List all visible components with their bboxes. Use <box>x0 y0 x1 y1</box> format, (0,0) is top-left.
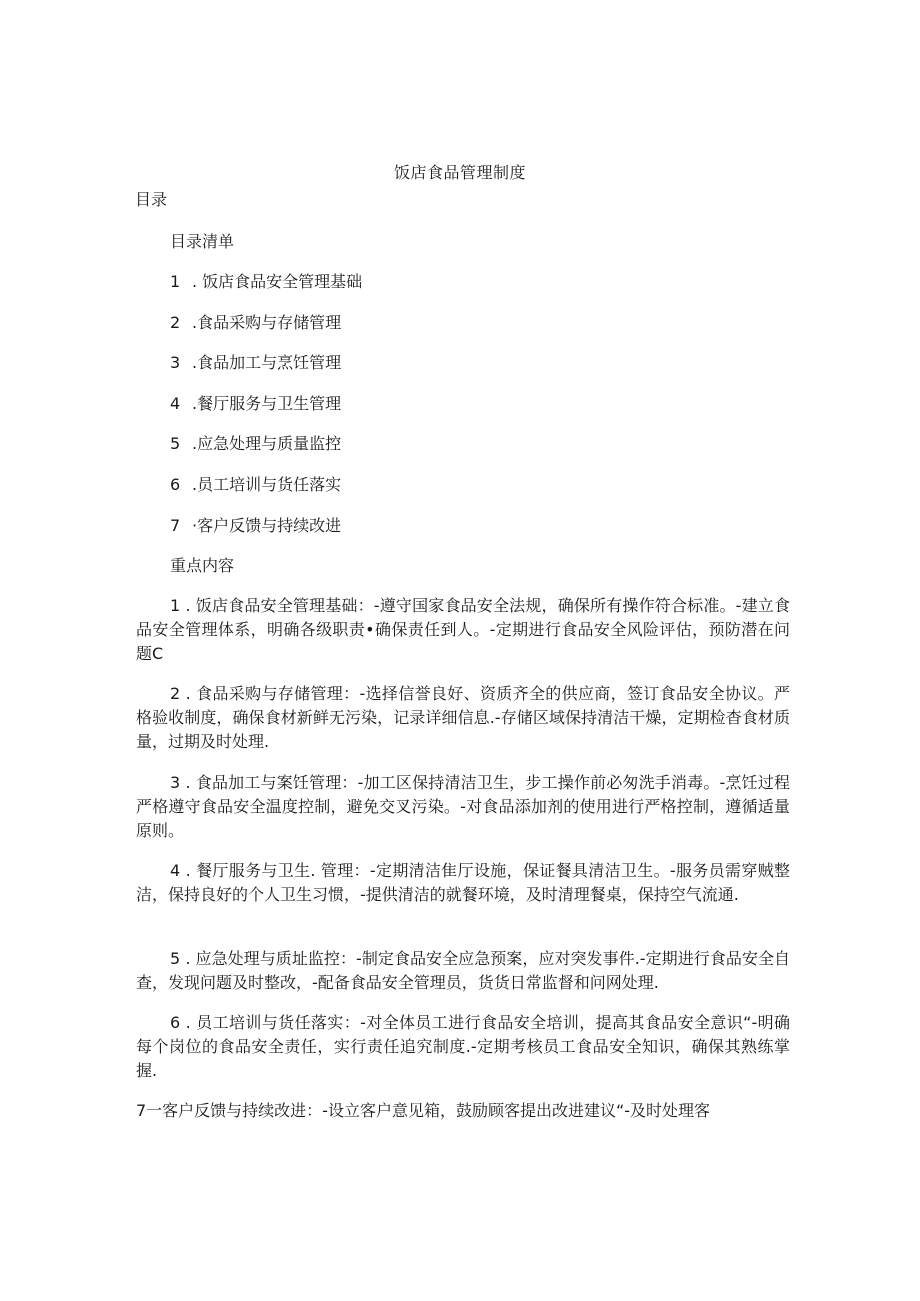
toc-item-text: .员工培训与货任落实 <box>192 475 342 494</box>
toc-heading: 目录 <box>135 190 168 209</box>
toc-item-text: .食品加工与烹饪管理 <box>192 353 342 372</box>
toc-item-text: .应急处理与质量监控 <box>192 434 342 453</box>
toc-item-text: . 饭店食品安全管理基础 <box>192 272 363 291</box>
body-paragraph: 4 . 餐厅服务与卫生. 管理：-定期清洁隹厅设施，保证餐具清洁卫生。-服务员需穿贼整洁，保持良好的个人卫生习惯，-提供清洁的就餐环境，及时清理餐桌，保持空气流通. <box>136 861 790 904</box>
toc-item <box>170 391 341 414</box>
toc-item-number: 1 <box>170 272 181 291</box>
toc-item-number: 2 <box>170 313 181 332</box>
body-paragraph: 7一客户反馈与持续改进：-设立客户意见箱，鼓励顾客提出改进建议“-及时处理客 <box>136 1101 711 1120</box>
toc-item-number: 6 <box>170 475 181 494</box>
toc-item <box>170 513 341 536</box>
key-content-heading: 重点内容 <box>170 556 235 575</box>
body-paragraph: 5 . 应急处理与质址监控：-制定食品安全应急预案，应对突发事件.-定期进行食品安全自查，发现问题及时整改，-配备食品安全管理员，货货日常监督和问网处理. <box>136 949 790 992</box>
toc-item-text: ·客户反馈与持续改进 <box>192 516 342 535</box>
toc-item <box>170 472 341 495</box>
body-paragraph: 2 . 食品采购与存储管理：-选择信誉良好、资质齐全的供应商，签订食品安全协议。严格验收制度，确保食材新鲜无污染，记录详细信息.-存储区域保持清洁干燥，定期检杳食材质量，过期及时处理. <box>136 684 790 751</box>
toc-item-number: 3 <box>170 353 181 372</box>
toc-item-number: 4 <box>170 394 181 413</box>
document-title: 饭店食品管理制度 <box>393 163 526 182</box>
body-paragraph: 6 . 员工培训与货任落实：-对全体员工进行食品安全培训，提高其食品安全意识“-明确每个岗位的食品安全责任，实行责任追究制度.-定期考核员工食品安全知识，确保其熟练掌握. <box>136 1013 790 1080</box>
toc-item-number: 5 <box>170 434 181 453</box>
toc-item <box>170 350 341 373</box>
toc-item-number: 7 <box>170 516 181 535</box>
toc-list-heading: 目录清单 <box>170 232 235 251</box>
body-paragraph: 3 . 食品加工与案饪管理：-加工区保持清洁卫生，步工操作前必匆洗手消毒。-烹饪过程严格遵守食品安全温度控制，避免交叉污染。-对食品添加剂的使用进行严格控制，遵循适量原则。 <box>136 773 790 840</box>
body-paragraph: 1 . 饭店食品安全管理基础：-遵守国家食品安全法规，确保所有操作符合标准。-建立食品安全管理体系，明确各级职责•确保责任到人。-定期进行食品安全风险评估，预防潜在问题C <box>136 596 790 663</box>
toc-item-text: .餐厅服务与卫生管理 <box>192 394 342 413</box>
toc-item <box>170 310 341 333</box>
toc-item-text: .食品采购与存储管理 <box>192 313 342 332</box>
toc-item <box>170 269 362 292</box>
toc-item <box>170 431 341 454</box>
